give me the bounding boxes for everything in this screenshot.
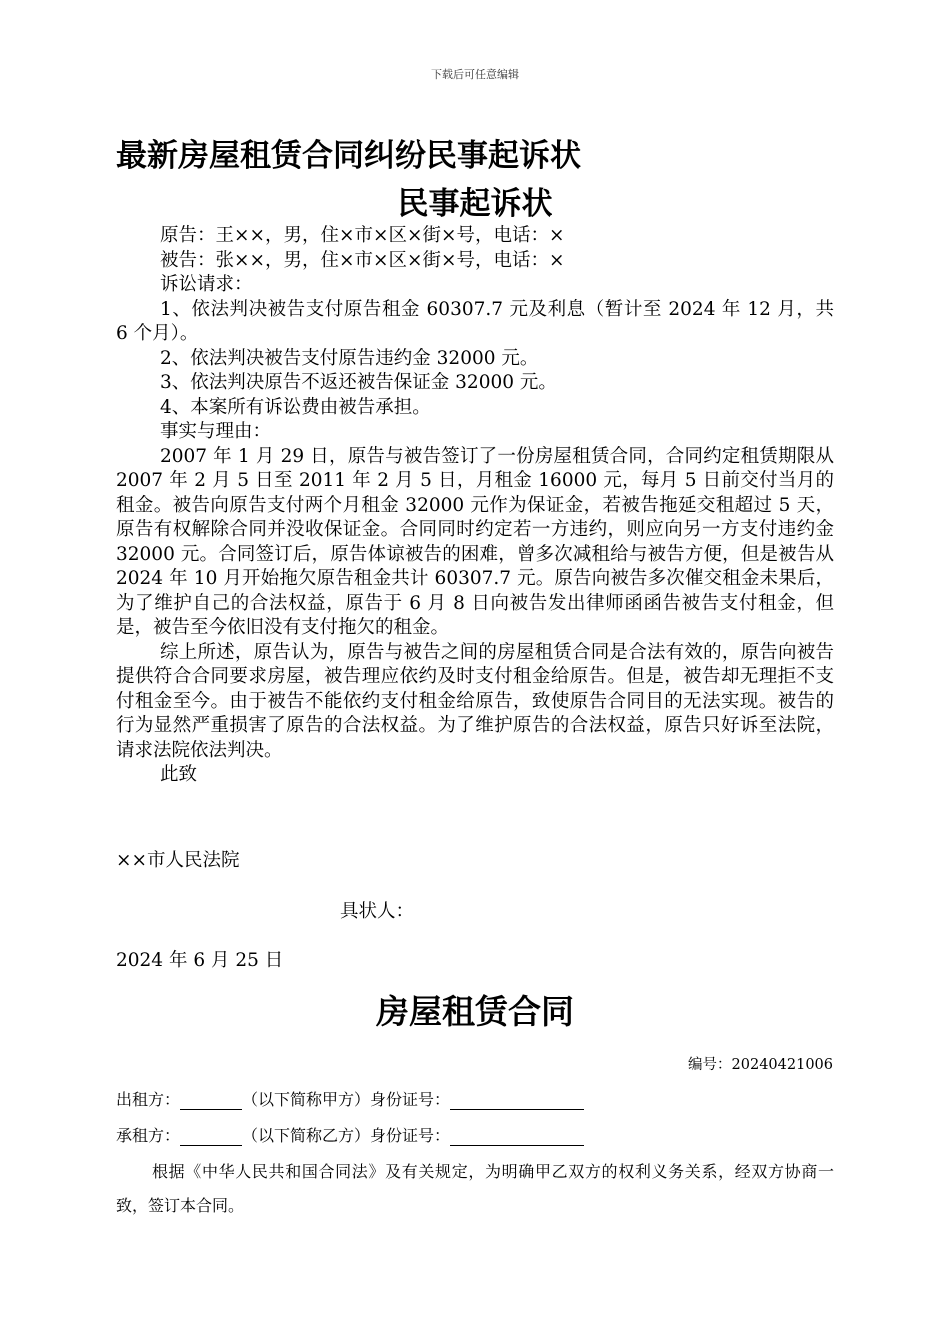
lessor-label: 出租方： xyxy=(116,1090,181,1109)
claim-item: 3、依法判决原告不返还被告保证金 32000 元。 xyxy=(160,372,557,393)
document-title: 最新房屋租赁合同纠纷民事起诉状 xyxy=(116,138,581,174)
download-note: 下载后可任意编辑 xyxy=(431,68,519,81)
lessor-note: （以下简称甲方）身份证号： xyxy=(242,1090,451,1109)
lessor-line xyxy=(116,1087,584,1110)
contract-preamble xyxy=(116,1155,834,1223)
lessor-id-blank[interactable] xyxy=(450,1093,584,1110)
summary-paragraph: 综上所述，原告认为，原告与被告之间的房屋租赁合同是合法有效的，原告向被告提供符合合同要求房屋，被告理应依约及时支付租金给原告。但是，被告却无理拒不支付租金至今。由于被告不能依约支付租金给原告，致使原告合同目的无法实现。被告的行为显然严重损害了原告的合法权益。为了维护原告的合法权益，原告只好诉至法院，请求法院依法判决。 xyxy=(116,641,834,761)
lessee-line xyxy=(116,1123,584,1146)
lessee-id-blank[interactable] xyxy=(450,1129,584,1146)
complaint-date: 2024 年 6 月 25 日 xyxy=(116,950,284,971)
plaintiff-line: 原告：王××，男，住×市×区×街×号，电话：× xyxy=(160,225,565,246)
facts-paragraph: 2007 年 1 月 29 日，原告与被告签订了一份房屋租赁合同，合同约定租赁期限从 2007 年 2 月 5 日至 2011 年 2 月 5 日，月租金 16000 元，每月 5 日前交付当月的租金。被告向原告支付两个月租金 32000 元作为保证金，若被告拖延交租超过 5 天，原告有权解除合同并没收保证金。合同同时约定若一方违约，则应向另一方支付违约金 32000 元。合同签订后，原告体谅被告的困难，曾多次减租给与被告方便，但是被告从 2024 年 10 月开始拖欠原告租金共计 60307.7 元。原告向被告多次催交租金未果后，为了维护自己的合法权益，原告于 6 月 8 日向被告发出律师函函告被告支付租金，但是，被告至今依旧没有支付拖欠的租金。 xyxy=(116,445,834,638)
lessee-label: 承租方： xyxy=(116,1126,181,1145)
complaint-title: 民事起诉状 xyxy=(397,186,553,222)
lessee-name-blank[interactable] xyxy=(180,1129,242,1146)
preamble-paragraph: 根据《中华人民共和国合同法》及有关规定，为明确甲乙双方的权利义务关系，经双方协商一致，签订本合同。 xyxy=(116,1162,834,1215)
complaint-body xyxy=(116,224,834,788)
signer-label: 具状人： xyxy=(340,901,415,922)
lessee-note: （以下简称乙方）身份证号： xyxy=(242,1126,451,1145)
contract-title: 房屋租赁合同 xyxy=(376,992,574,1031)
claims-heading: 诉讼请求： xyxy=(160,274,253,295)
closing-line: 此致 xyxy=(160,764,198,785)
claim-item: 2、依法判决被告支付原告违约金 32000 元。 xyxy=(160,347,539,369)
defendant-line: 被告：张××，男，住×市×区×街×号，电话：× xyxy=(160,249,565,271)
contract-number: 编号：20240421006 xyxy=(688,1057,833,1073)
facts-heading: 事实与理由： xyxy=(160,421,272,442)
lessor-name-blank[interactable] xyxy=(180,1093,242,1110)
claim-item: 4、本案所有诉讼费由被告承担。 xyxy=(160,396,431,418)
claim-item: 1、依法判决被告支付原告租金 60307.7 元及利息（暂计至 2024 年 12 月，共 6 个月）。 xyxy=(116,298,834,344)
court-name: ××市人民法院 xyxy=(116,850,240,871)
